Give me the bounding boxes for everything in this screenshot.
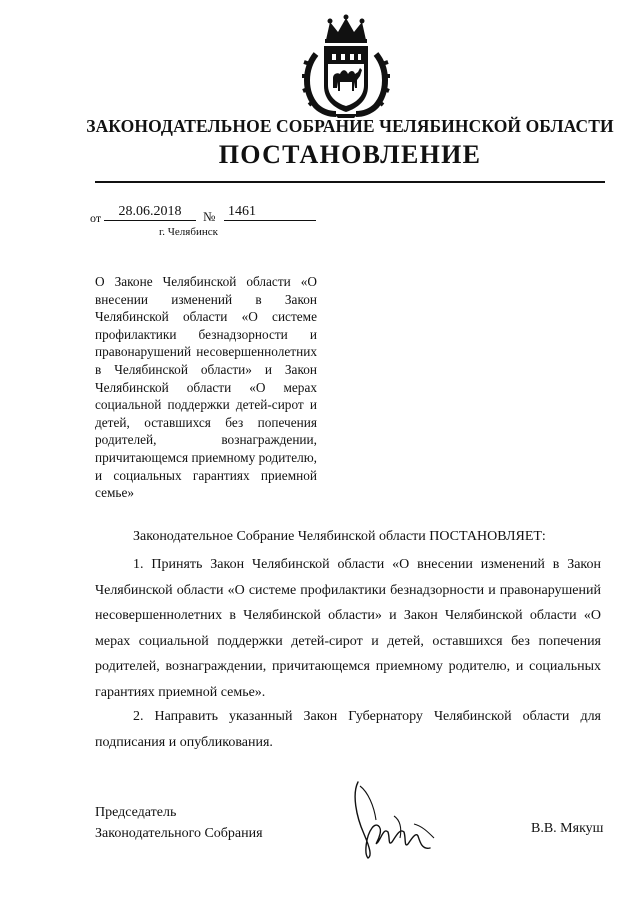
document-city: г. Челябинск: [159, 226, 218, 238]
signer-title-line-1: Председатель: [95, 805, 177, 820]
document-subject: О Законе Челябинской области «О внесении изменений в Закон Челябинской области «О системе профилактики безнадзорности и правонарушений несовершеннолетних в Челябинской области» и Закон Челябинской области «О мерах социальной поддержки детей-сирот и детей, оставшихся без попечения родителей, вознаграждении, причитающемся приемному родителю, и социальных гарантиях приемной семье»: [95, 274, 317, 501]
resolution-item-1: 1. Принять Закон Челябинской области «О внесении изменений в Закон Челябинской области «О системе профилактики безнадзорности и правонарушений несовершеннолетних в Челябинской области» и Закон Челябинской области «О мерах социальной поддержки детей-сирот и детей, оставшихся без попечения родителей, вознаграждении, причитающемся приемному родителю, и социальных гарантиях приемной семье».: [95, 557, 601, 700]
coat-of-arms-icon: [300, 14, 392, 120]
handwritten-signature: [348, 776, 444, 862]
document-number-field: [224, 203, 316, 221]
preamble: Законодательное Собрание Челябинской области ПОСТАНОВЛЯЕТ:: [133, 529, 546, 544]
document-date: 28.06.2018: [104, 203, 196, 221]
organization-name: ЗАКОНОДАТЕЛЬНОЕ СОБРАНИЕ ЧЕЛЯБИНСКОЙ ОБЛАСТИ: [86, 116, 614, 136]
signer-title-line-2: Законодательного Собрания: [95, 826, 263, 841]
document-number: 1461: [228, 204, 256, 219]
signer-title: [95, 802, 263, 844]
resolution-item-2: 2. Направить указанный Закон Губернатору Челябинской области для подписания и опубликования.: [95, 709, 601, 750]
date-prefix: от: [90, 211, 102, 225]
signer-name: В.В. Мякуш: [531, 821, 604, 836]
number-prefix: №: [203, 209, 216, 224]
header-divider: [95, 181, 605, 183]
document-type-title: ПОСТАНОВЛЕНИЕ: [218, 140, 482, 169]
